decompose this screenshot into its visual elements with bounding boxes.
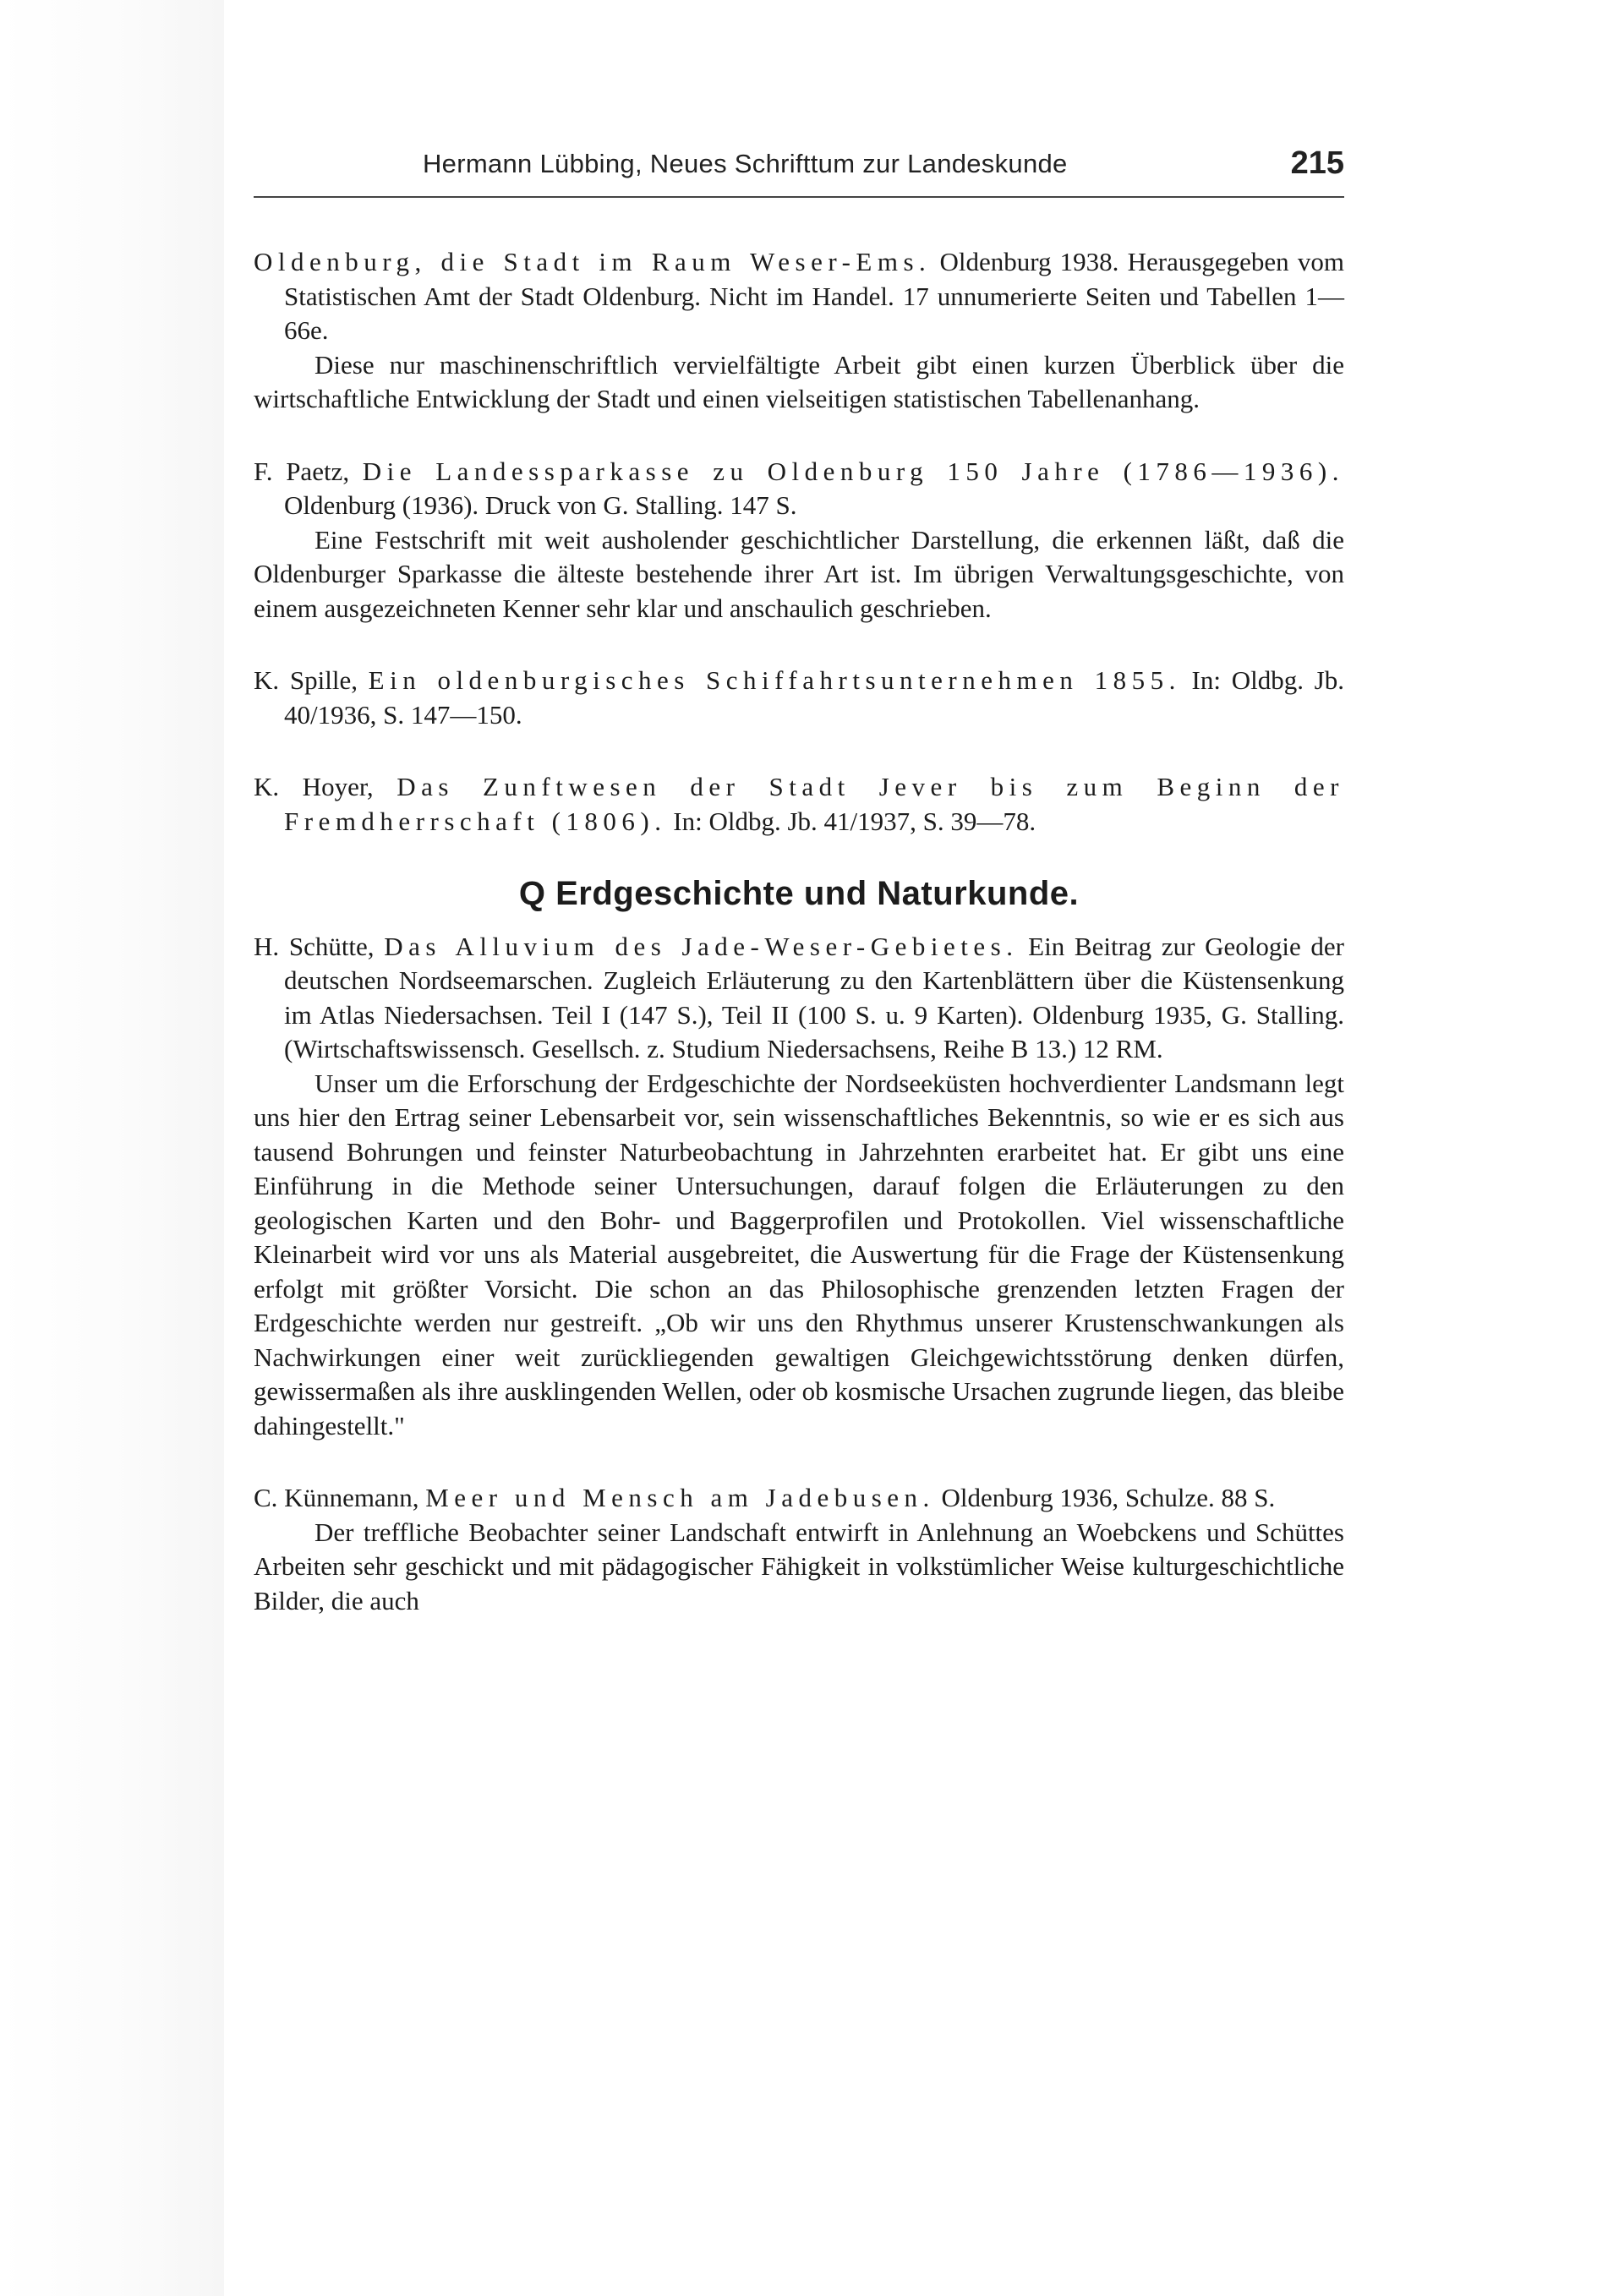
running-title: Hermann Lübbing, Neues Schrifttum zur Landeskunde <box>423 149 1068 178</box>
page-header <box>254 145 1344 198</box>
citation <box>254 770 1344 839</box>
entry-annotation: Eine Festschrift mit weit ausholender geschichtlicher Darstellung, die erkennen läßt, daß die Oldenburger Sparkasse die älteste bestehende ihrer Art ist. Im übrigen Verwaltungsgeschichte, von einem ausgezeichneten Kenner sehr klar und anschaulich geschrieben. <box>254 524 1344 623</box>
entry-title: Oldenburg, die Stadt im Raum Weser-Ems. <box>254 247 932 276</box>
citation <box>254 930 1344 1067</box>
entry-details: Oldenburg (1936). Druck von G. Stalling. 147 S. <box>284 490 797 520</box>
bibliography-entry <box>254 455 1344 626</box>
page-number: 215 <box>1290 145 1344 181</box>
citation <box>254 1481 1344 1516</box>
citation <box>254 245 1344 348</box>
entry-author: K. Hoyer, <box>254 772 397 801</box>
entry-title: Die Landessparkasse zu Oldenburg 150 Jahre (1786—1936). <box>362 456 1345 486</box>
citation <box>254 455 1344 523</box>
entry-author: H. Schütte, <box>254 931 385 961</box>
bibliography-entry <box>254 930 1344 1444</box>
scan-margin <box>0 0 224 2296</box>
entry-title: Ein oldenburgisches Schiffahrtsunternehmen 1855. <box>368 665 1181 695</box>
entry-details: Ein Beitrag zur Geologie der deutschen Nordseemarschen. Zugleich Erläuterung zu den Kartenblättern über die Küstensenkung im Atlas Niedersachsen. Teil I (147 S.), Teil II (100 S. u. 9 Karten). Oldenburg 1935, G. Stalling. (Wirtschaftswissensch. Gesellsch. z. Studium Niedersachsens, Reihe B 13.) 12 RM. <box>284 931 1344 1063</box>
entry-author: F. Paetz, <box>254 456 363 486</box>
entry-title: Das Alluvium des Jade-Weser-Gebietes. <box>384 931 1019 961</box>
entry-details: In: Oldbg. Jb. 41/1937, S. 39—78. <box>666 806 1036 836</box>
entry-annotation: Diese nur maschinenschriftlich vervielfältigte Arbeit gibt einen kurzen Überblick über die wirtschaftliche Entwicklung der Stadt und einen vielseitigen statistischen Tabellenanhang. <box>254 349 1344 413</box>
entry-author: C. Künnemann, <box>254 1483 426 1512</box>
entry-details: Oldenburg 1938. Herausgegeben vom Statistischen Amt der Stadt Oldenburg. Nicht im Handel. 17 unnumerierte Seiten und Tabellen 1—66e. <box>284 247 1344 345</box>
section-heading: Q Erdgeschichte und Naturkunde. <box>518 875 1080 912</box>
page-body <box>254 245 1344 1656</box>
entry-title: Meer und Mensch am Jadebusen. <box>425 1483 935 1512</box>
entry-annotation: Der treffliche Beobachter seiner Landschaft entwirft in Anlehnung an Woebckens und Schüttes Arbeiten sehr geschickt und mit pädagogischer Fähigkeit in volkstümlicher Weise kulturgeschichtliche Bilder, die auch <box>254 1517 1344 1615</box>
bibliography-entry <box>254 770 1344 839</box>
entry-annotation: Unser um die Erforschung der Erdgeschichte der Nordseeküsten hochverdienter Landsmann legt uns hier den Ertrag seiner Lebensarbeit vor, sein wissenschaftliches Bekenntnis, so wie er es sich aus tausend Bohrungen und feinster Naturbeobachtung in Jahrzehnten erarbeitet hat. Er gibt uns eine Einführung in die Methode seiner Untersuchungen, darauf folgen die Erläuterungen zu den geologischen Karten und den Bohr- und Baggerprofilen und Protokollen. Viel wissenschaftliche Kleinarbeit wird vor uns als Material ausgebreitet, die Auswertung für die Frage der Küstensenkung erfolgt mit größter Vorsicht. Die schon an das Philosophische grenzenden letzten Fragen der Erdgeschichte werden nur gestreift. „Ob wir uns den Rhythmus unserer Krustenschwankungen als Nachwirkungen einer weit zurückliegenden gewaltigen Gleichgewichtsstörung denken dürfen, gewissermaßen als ihre ausklingenden Wellen, oder ob kosmische Ursachen zugrunde liegen, das bleibe dahingestellt." <box>254 1068 1344 1440</box>
bibliography-entry <box>254 245 1344 417</box>
entry-title: Das Zunftwesen der Stadt Jever bis zum Beginn der Fremdherrschaft (1806). <box>284 772 1344 836</box>
bibliography-entry <box>254 664 1344 732</box>
bibliography-entry <box>254 1481 1344 1618</box>
entry-details: Oldenburg 1936, Schulze. 88 S. <box>934 1483 1276 1512</box>
entry-author: K. Spille, <box>254 665 369 695</box>
citation <box>254 664 1344 732</box>
entry-details: In: Oldbg. Jb. 40/1936, S. 147—150. <box>284 665 1344 730</box>
